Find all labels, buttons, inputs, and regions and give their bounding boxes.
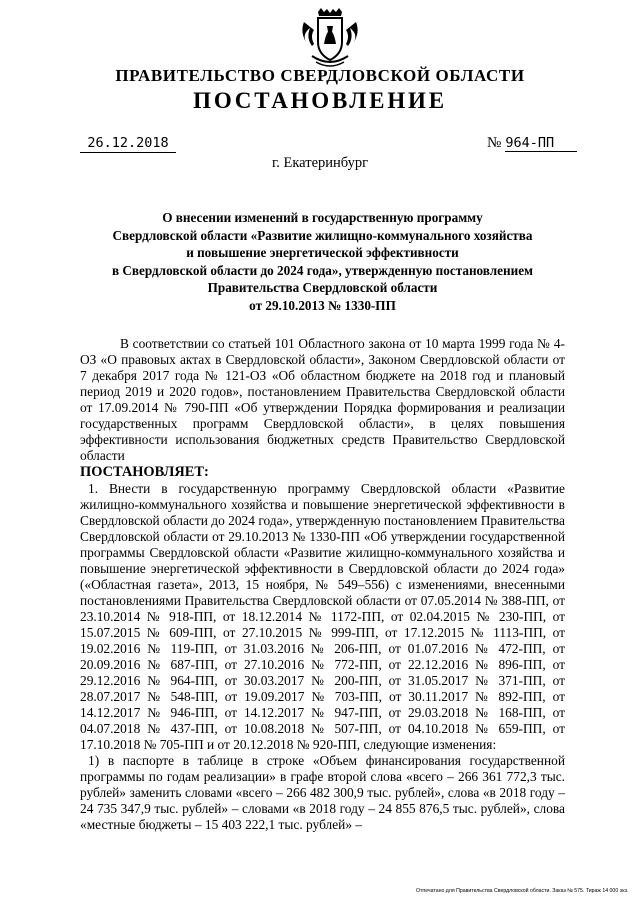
title-line: Правительства Свердловской области: [207, 280, 438, 295]
preamble-paragraph: В соответствии со статьей 101 Областного закона от 10 марта 1999 года № 4-ОЗ «О правовых актах в Свердловской области», Законом Свердловской области от 7 декабря 2017 года № 121-ОЗ «Об областном бюджете на 2018 год и плановый период 2019 и 2020 годов», постановлением Правительства Свердловской области от 17.09.2014 № 790-ПП «Об утверждении Порядка формирования и реализации государственных программ Свердловской области», в целях повышения эффективности использования бюджетных средств Правительство Свердловской области: [80, 336, 565, 463]
item-1-paragraph: 1. Внести в государственную программу Свердловской области «Развитие жилищно-коммунального хозяйства и повышение энергетической эффективности в Свердловской области до 2024 года», утвержденную постановлением Правительства Свердловской области от 29.10.2013 № 1330-ПП «Об утверждении государственной программы Свердловской области «Развитие жилищно-коммунального хозяйства и повышение энергетической эффективности в Свердловской области до 2024 года» («Областная газета», 2013, 15 ноября, № 549–556) с изменениями, внесенными постановлениями Правительства Свердловской области от 07.05.2014 № 388-ПП, от 23.10.2014 № 918-ПП, от 18.12.2014 № 1172-ПП, от 02.04.2015 № 230-ПП, от 15.07.2015 № 609-ПП, от 27.10.2015 № 999-ПП, от 17.12.2015 № 1113-ПП, от 19.02.2016 № 119-ПП, от 31.03.2016 № 206-ПП, от 01.07.2016 № 472-ПП, от 20.09.2016 № 687-ПП, от 27.10.2016 № 772-ПП, от 22.12.2016 № 896-ПП, от 29.12.2016 № 964-ПП, от 30.03.2017 № 200-ПП, от 31.05.2017 № 371-ПП, от 28.07.2017 № 548-ПП, от 19.09.2017 № 703-ПП, от 30.11.2017 № 892-ПП, от 14.12.2017 № 946-ПП, от 14.12.2017 № 947-ПП, от 29.03.2018 № 168-ПП, от 04.07.2018 № 437-ПП, от 10.08.2018 № 507-ПП, от 04.10.2018 № 659-ПП, от 17.10.2018 № 705-ПП и от 20.12.2018 № 920-ПП, следующие изменения:: [80, 481, 565, 752]
decree-number: 964-ПП: [505, 135, 577, 152]
title-line: и повышение энергетической эффективности: [186, 245, 459, 260]
city-name: г. Екатеринбург: [271, 155, 369, 171]
title-line: Свердловской области «Развитие жилищно-коммунального хозяйства: [112, 227, 533, 243]
title-line: от 29.10.2013 № 1330-ПП: [249, 297, 396, 313]
government-name: ПРАВИТЕЛЬСТВО СВЕРДЛОВСКОЙ ОБЛАСТИ: [115, 66, 525, 85]
item-1-1-paragraph: 1) в паспорте в таблице в строке «Объем финансирования государственной программы по годам реализации» в графе второй слова «всего – 266 361 772,3 тыс. рублей» заменить словами «всего – 266 482 300,9 тыс. рублей», слова «в 2018 году – 24 735 347,9 тыс. рублей» – словами «в 2018 году – 24 855 876,5 тыс. рублей», слова «местные бюджеты – 15 403 222,1 тыс. рублей» –: [80, 753, 565, 832]
title-line: в Свердловской области до 2024 года», утвержденную постановлением: [111, 262, 534, 278]
document-type-heading: ПОСТАНОВЛЕНИЕ: [193, 88, 447, 113]
number-sign: №: [487, 135, 502, 151]
decree-title: [80, 209, 565, 314]
title-line: О внесении изменений в государственную программу: [162, 210, 483, 225]
decree-number-field: [487, 135, 577, 152]
print-footer: Отпечатано для Правительства Свердловской области. Заказ № 575. Тираж 14 000 экз.: [416, 888, 629, 894]
decree-body: [80, 336, 565, 833]
coat-of-arms-icon: [298, 8, 362, 70]
decree-resolves-word: ПОСТАНОВЛЯЕТ:: [80, 464, 209, 480]
decree-date: 26.12.2018: [80, 135, 176, 153]
